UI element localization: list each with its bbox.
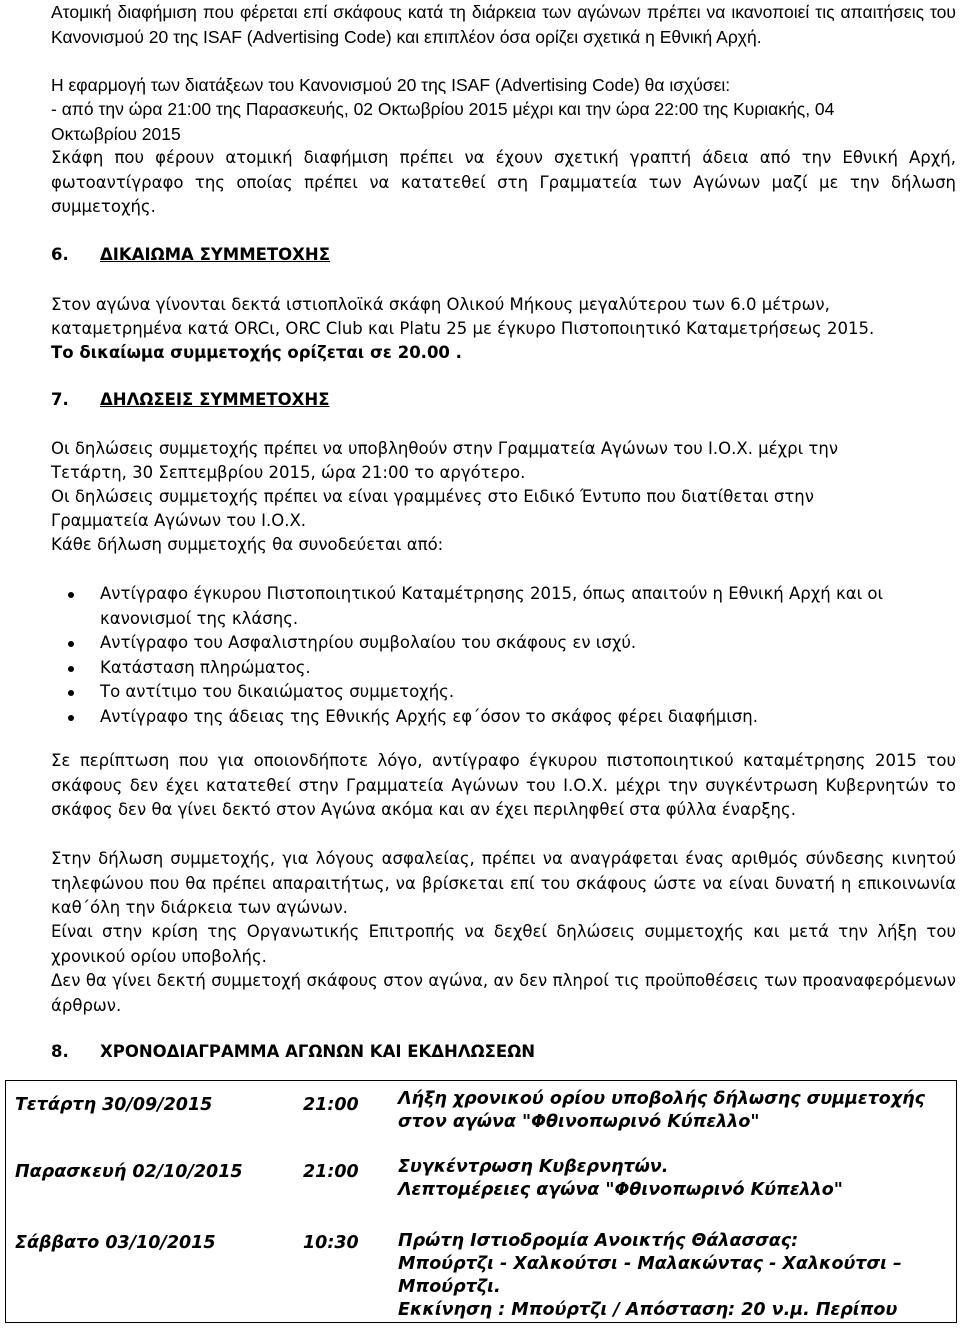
section-number: 7.	[51, 390, 69, 409]
table-row	[6, 1081, 957, 1149]
section-6-heading	[51, 243, 330, 267]
list-item: Αντίγραφο της άδειας της Εθνικής Αρχής εφ΄όσον το σκάφος φέρει διαφήμιση.	[51, 705, 956, 730]
schedule-event: Συγκέντρωση Κυβερνητών. Λεπτομέρειες αγώνα "Φθινοπωρινό Κύπελλο"	[398, 1157, 843, 1200]
eligibility-requirement-paragraph: Δεν θα γίνει δεκτή συμμετοχή σκάφους στον αγώνα, αν δεν πληροί τις προϋποθέσεις των προαναφερόμενων άρθρων.	[51, 971, 956, 1015]
entries-line-5: Κάθε δήλωση συμμετοχής θα συνοδεύεται από:	[51, 535, 444, 554]
section-title: ΔΗΛΩΣΕΙΣ ΣΥΜΜΕΤΟΧΗΣ	[100, 390, 330, 409]
period-paragraph-end: Οκτωβρίου 2015	[51, 124, 181, 144]
section-number: 6.	[51, 245, 69, 264]
regulation-paragraph: Η εφαρμογή των διατάξεων του Κανονισμού 20 της ISAF (Advertising Code) θα ισχύσει:	[51, 75, 731, 95]
period-paragraph: - από την ώρα 21:00 της Παρασκευής, 02 Οκτωβρίου 2015 μέχρι και την ώρα 22:00 της Κυριακής, 04	[51, 99, 835, 119]
entries-line-2: Τετάρτη, 30 Σεπτεμβρίου 2015, ώρα 21:00 το αργότερο.	[51, 463, 526, 482]
bullet-icon	[68, 592, 74, 598]
list-item: Αντίγραφο του Ασφαλιστηρίου συμβολαίου του σκάφους εν ισχύ.	[51, 631, 956, 656]
eligibility-line-1: Στον αγώνα γίνονται δεκτά ιστιοπλοϊκά σκάφη Ολικού Μήκους μεγαλύτερου των 6.0 μέτρων,	[51, 295, 830, 314]
entries-line-4: Γραμματεία Αγώνων του Ι.Ο.Χ.	[51, 511, 307, 530]
bullet-icon	[68, 641, 74, 647]
schedule-event: Πρώτη Ιστιοδρομία Ανοικτής Θάλασσας: Μπούρτζι - Χαλκούτσι - Μαλακώντας - Χαλκούτσι – Μπούρτζι. Εκκίνηση : Μπούρτζι / Απόσταση: 20 ν.μ. Περίπου	[398, 1231, 902, 1320]
schedule-table	[5, 1080, 957, 1323]
schedule-date: Σάββατο 03/10/2015	[15, 1233, 216, 1253]
schedule-date: Τετάρτη 30/09/2015	[15, 1095, 213, 1115]
entries-line-1: Οι δηλώσεις συμμετοχής πρέπει να υποβληθούν στην Γραμματεία Αγώνων του Ι.Ο.Χ. μέχρι την	[51, 439, 839, 458]
section-number: 8.	[51, 1042, 69, 1061]
entries-line-3: Οι δηλώσεις συμμετοχής πρέπει να είναι γραμμένες στο Ειδικό Έντυπο που διατίθεται στην	[51, 487, 814, 506]
list-item: Αντίγραφο έγκυρου Πιστοποιητικού Καταμέτρησης 2015, όπως απαιτούν η Εθνική Αρχή και οι κανονισμοί της κλάσης.	[51, 582, 956, 631]
certificate-paragraph: Σε περίπτωση που για οποιονδήποτε λόγο, αντίγραφο έγκυρου πιστοποιητικού καταμέτρησης 2015 του σκάφους δεν έχει κατατεθεί στην Γραμματεία Αγώνων του Ι.Ο.Χ. μέχρι την συγκέντρωση Κυβερνητών το σκάφος δεν θα γίνει δεκτό στον Αγώνα ακόμα και αν έχει περιληφθεί στα φύλλα έναρξης.	[51, 751, 956, 819]
schedule-time: 10:30	[303, 1233, 359, 1253]
bullet-icon	[68, 666, 74, 672]
bullet-icon	[68, 690, 74, 696]
section-title: ΔΙΚΑΙΩΜΑ ΣΥΜΜΕΤΟΧΗΣ	[100, 245, 330, 264]
required-documents-list	[51, 582, 956, 729]
mobile-phone-paragraph: Στην δήλωση συμμετοχής, για λόγους ασφαλείας, πρέπει να αναγράφεται ένας αριθμός σύνδεσης κινητού τηλεφώνου που θα πρέπει απαραιτήτως, να βρίσκεται επί του σκάφους ώστε να είναι δυνατή η επικοινωνία καθ΄όλη την διάρκεια των αγώνων.	[51, 849, 956, 917]
table-row	[6, 1148, 957, 1222]
list-item: Κατάσταση πληρώματος.	[51, 656, 956, 681]
entry-fee: Το δικαίωμα συμμετοχής ορίζεται σε 20.00 .	[51, 343, 462, 362]
table-row	[6, 1222, 957, 1323]
advertising-paragraph: Ατομική διαφήμιση που φέρεται επί σκάφους κατά τη διάρκεια των αγώνων πρέπει να ικανοποιεί τις απαιτήσεις του Κανονισμού 20 της ISAF (Advertising Code) και επιπλέον όσα ορίζει σχετικά η Εθνική Αρχή.	[51, 2, 956, 47]
advertising-permit-paragraph: Σκάφη που φέρουν ατομική διαφήμιση πρέπει να έχουν σχετική γραπτή άδεια από την Εθνική Αρχή, φωτοαντίγραφο της οποίας πρέπει να κατατεθεί στη Γραμματεία των Αγώνων μαζί με την δήλωση συμμετοχής.	[51, 148, 956, 216]
bullet-icon	[68, 715, 74, 721]
schedule-time: 21:00	[303, 1095, 359, 1115]
schedule-time: 21:00	[303, 1162, 359, 1182]
list-item: Το αντίτιμο του δικαιώματος συμμετοχής.	[51, 680, 956, 705]
section-title: ΧΡΟΝΟΔΙΑΓΡΑΜΜΑ ΑΓΩΝΩΝ ΚΑΙ ΕΚΔΗΛΩΣΕΩΝ	[100, 1042, 536, 1061]
schedule-date: Παρασκευή 02/10/2015	[15, 1162, 243, 1182]
section-7-heading	[51, 388, 330, 412]
schedule-event: Λήξη χρονικού ορίου υποβολής δήλωσης συμμετοχής στον αγώνα "Φθινοπωρινό Κύπελλο"	[398, 1089, 925, 1132]
late-entries-paragraph: Είναι στην κρίση της Οργανωτικής Επιτροπής να δεχθεί δηλώσεις συμμετοχής και μετά την λήξη του χρονικού ορίου υποβολής.	[51, 922, 956, 966]
eligibility-line-2: καταμετρημένα κατά ORCι, ORC Club και Platu 25 με έγκυρο Πιστοποιητικό Καταμετρήσεως 2015.	[51, 319, 875, 338]
section-8-heading	[51, 1040, 535, 1064]
